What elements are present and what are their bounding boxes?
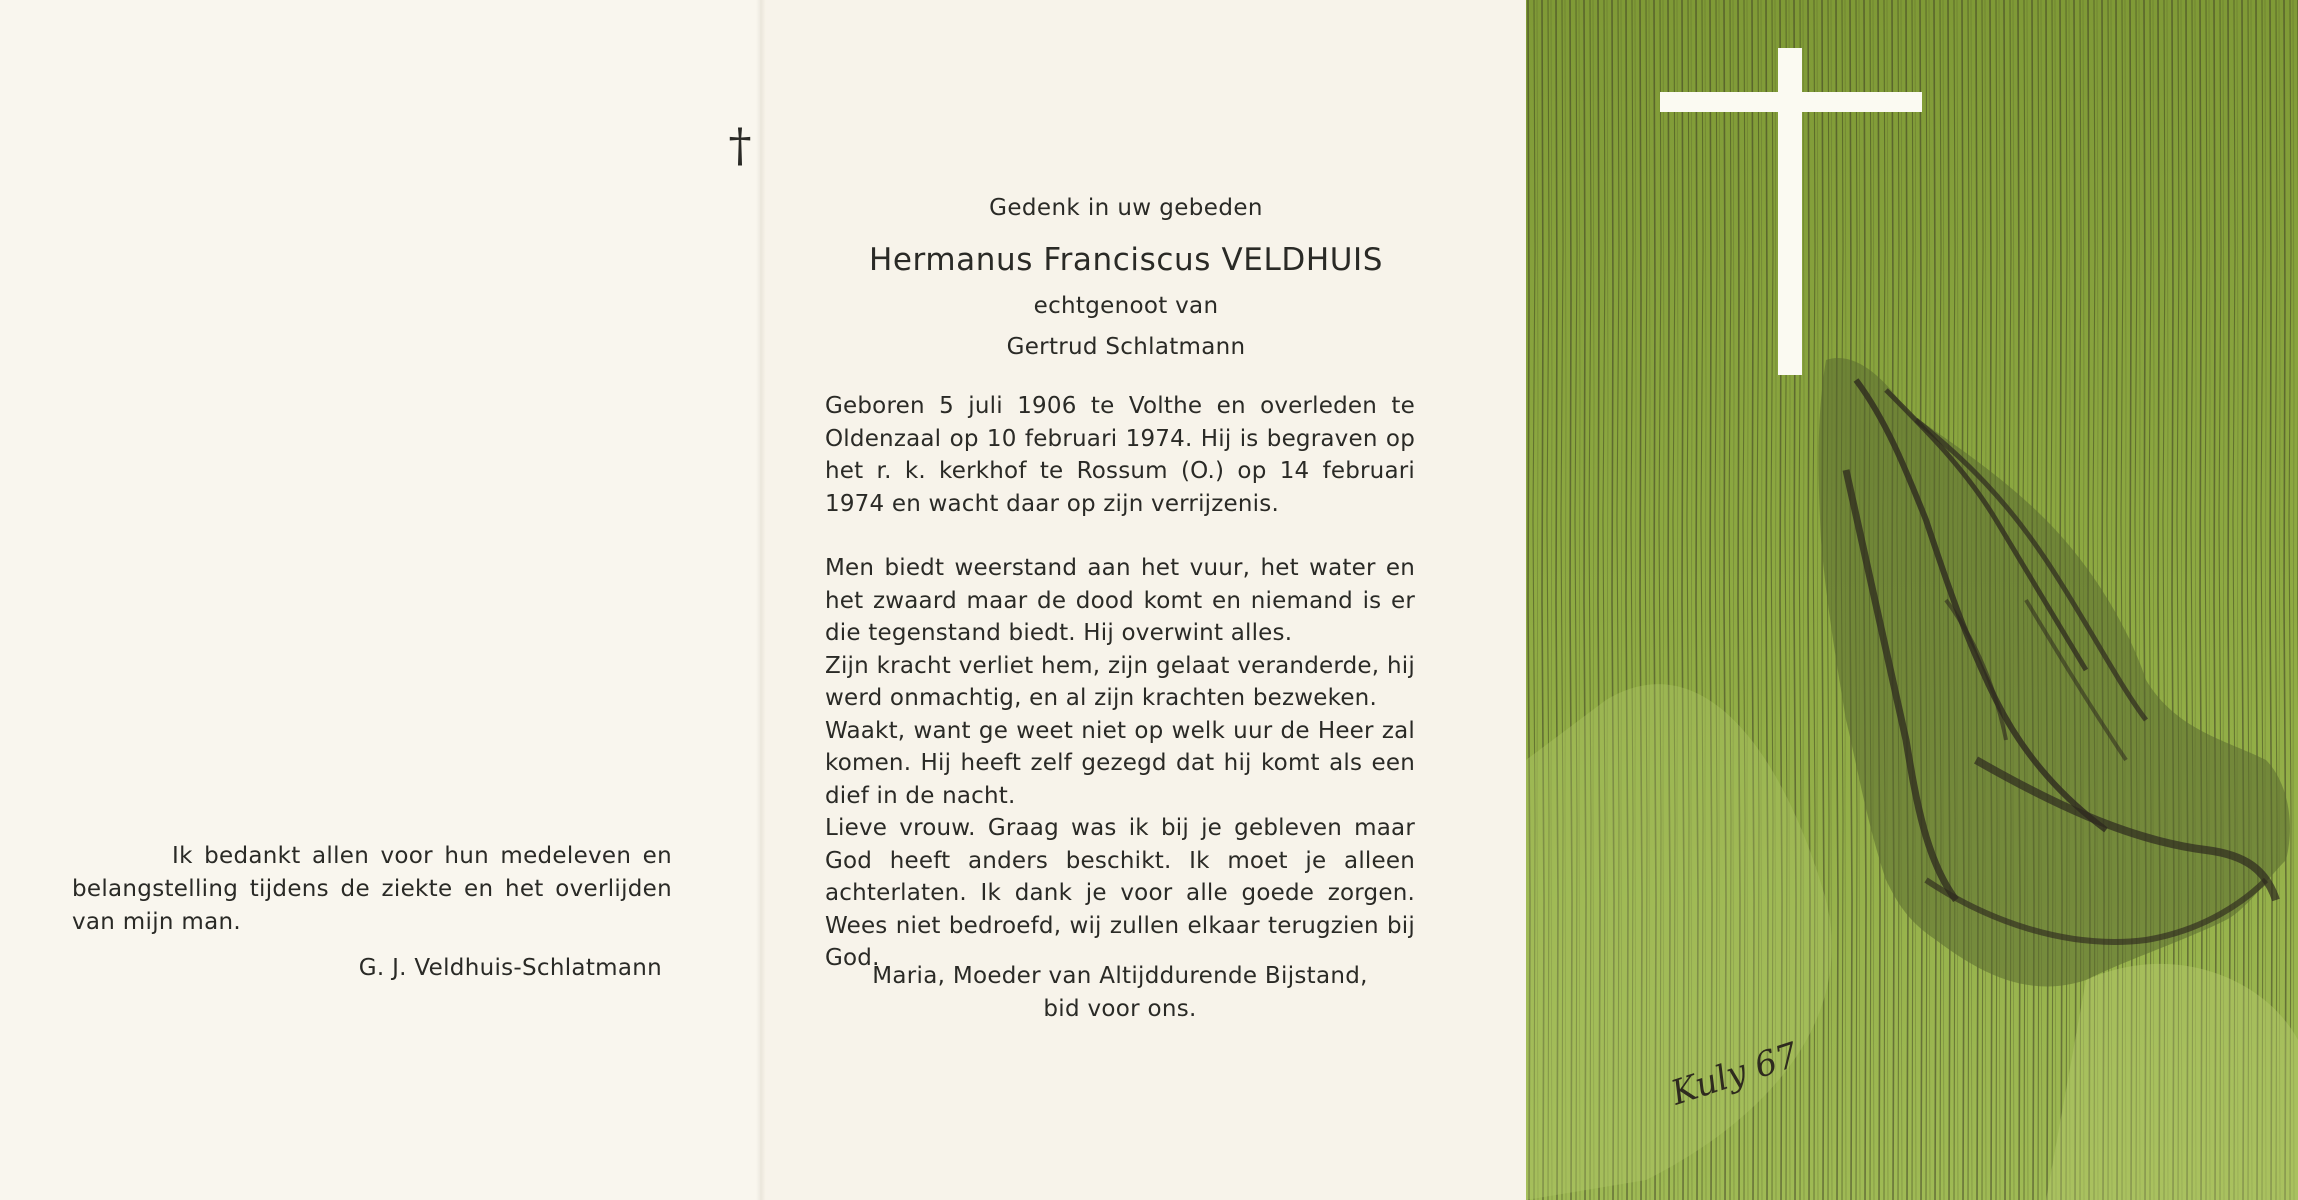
deceased-name: Hermanus Franciscus VELDHUIS [868, 242, 1384, 278]
artwork-panel [1526, 0, 2298, 1200]
memorial-text [825, 390, 1415, 975]
light-patch [2046, 964, 2298, 1200]
fold-line [756, 0, 766, 1200]
biography-paragraph: Geboren 5 juli 1906 te Volthe en overleden te Oldenzaal op 10 februari 1974. Hij is begraven op het r. k. kerkhof te Rossum (O.) op 14 februari 1974 en wacht daar op zijn verrijzenis. [825, 393, 1415, 517]
prayer-line-1: Maria, Moeder van Altijddurende Bijstand, [872, 963, 1368, 989]
prayer-line-2: bid voor ons. [1043, 996, 1197, 1022]
verse-paragraph-3: Waakt, want ge weet niet op welk uur de Heer zal komen. Hij heeft zelf gezegd dat hij komt als een dief in de nacht. [825, 717, 1415, 809]
verse-paragraph-2: Zijn kracht verliet hem, zijn gelaat veranderde, hij werd onmachtig, en al zijn krachten bezweken. [825, 652, 1415, 711]
thanks-message [72, 840, 672, 939]
cross-icon: † [728, 118, 752, 172]
relation-label: echtgenoot van [1033, 293, 1219, 319]
spouse-name: Gertrud Schlatmann [1006, 334, 1246, 360]
artist-signature: Kuly 67 [1666, 1035, 1804, 1114]
closing-prayer [825, 960, 1415, 1026]
widow-signature: G. J. Veldhuis-Schlatmann [358, 955, 662, 981]
left-panel [0, 0, 760, 1200]
thanks-text: Ik bedankt allen voor hun medeleven en belangstelling tijdens de ziekte en het overlijden van mijn man. [72, 843, 672, 935]
remembrance-heading: Gedenk in uw gebeden [989, 195, 1263, 221]
verse-paragraph-1: Men biedt weerstand aan het vuur, het water en het zwaard maar de dood komt en niemand is er die tegenstand biedt. Hij overwint alles. [825, 555, 1415, 646]
farewell-paragraph: Lieve vrouw. Graag was ik bij je gebleven maar God heeft anders beschikt. Ik moet je alleen achterlaten. Ik dank je voor alle goede zorgen. Wees niet bedroefd, wij zullen elkaar terugzien bij God. [825, 815, 1415, 971]
praying-hands-artwork [1526, 0, 2298, 1200]
